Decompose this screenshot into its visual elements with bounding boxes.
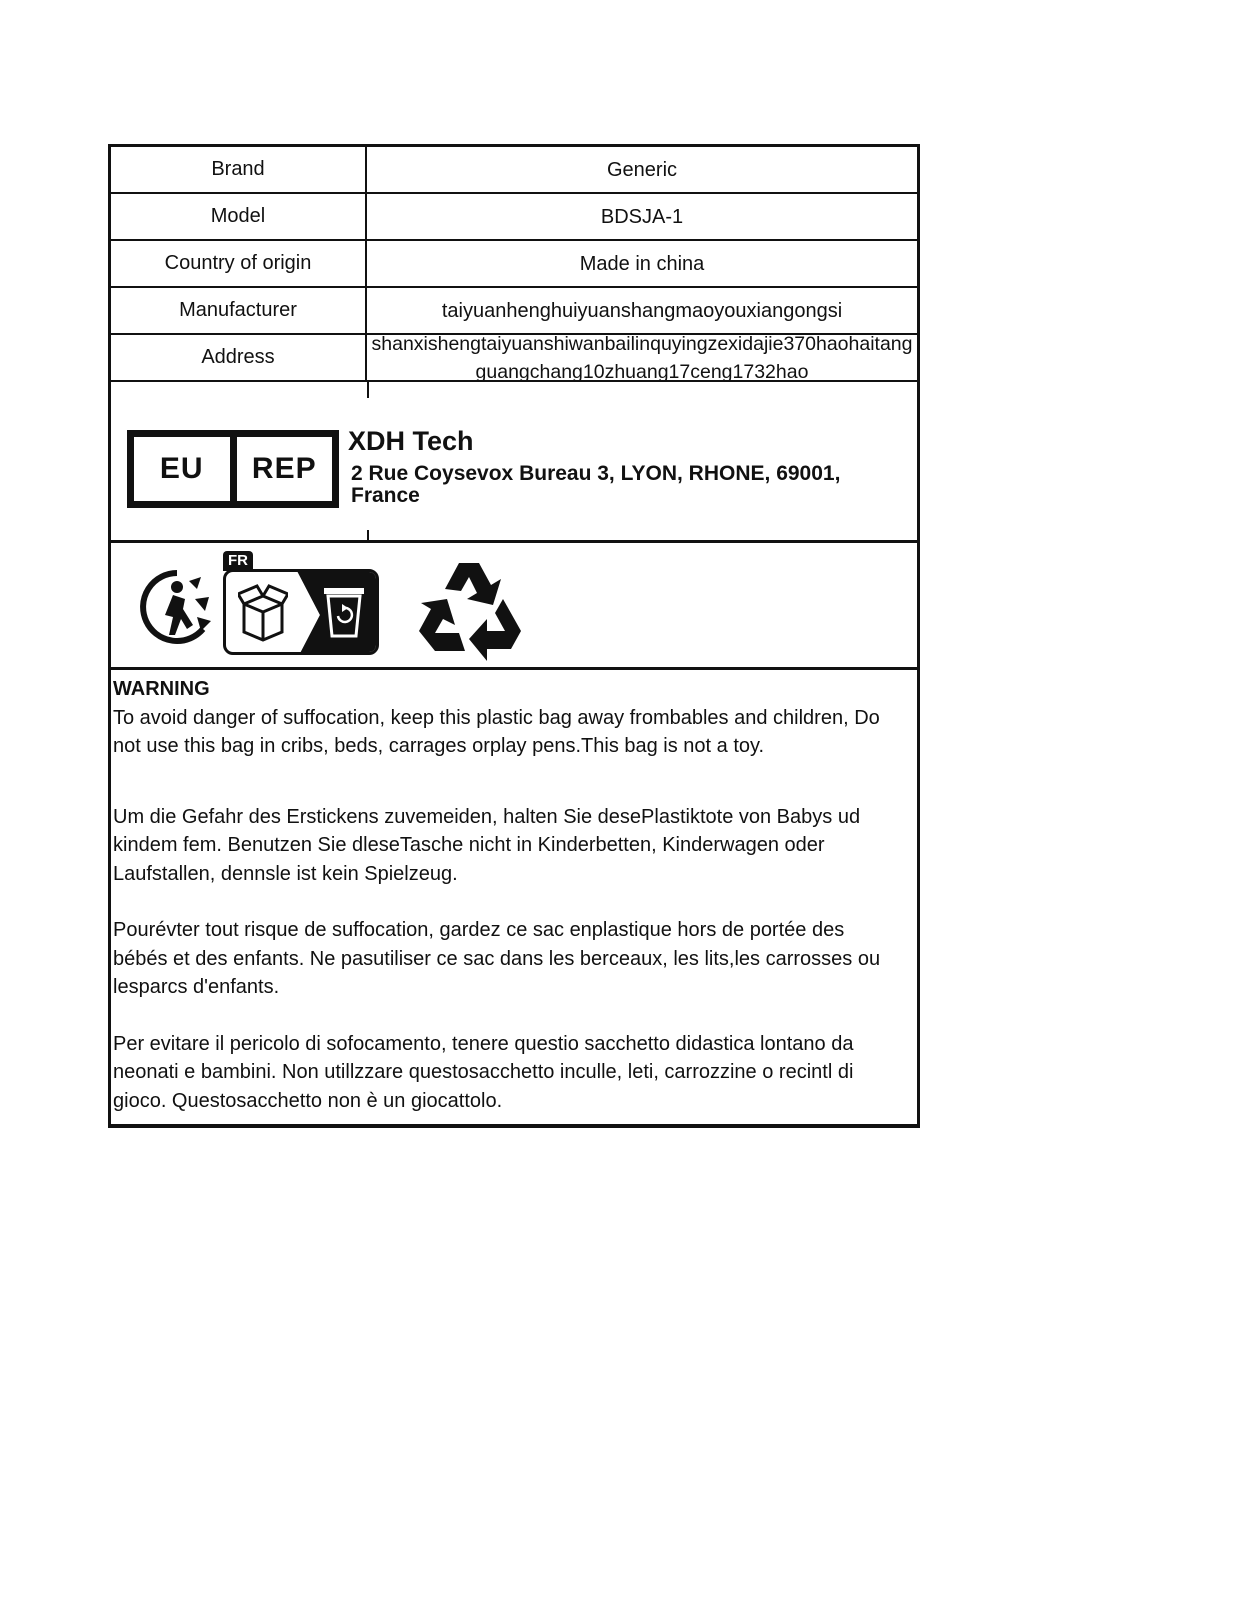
product-label: [108, 144, 920, 1128]
spec-row-address: [111, 332, 917, 383]
spec-value: shanxishengtaiyuanshiwanbailinquyingzexidajie370haohaitangguangchang10zhuang17ceng1732hao: [371, 332, 913, 383]
eu-rep-left: EU: [134, 437, 237, 501]
recycle-icon: [411, 549, 527, 663]
spec-label: Country of origin: [111, 241, 367, 286]
warning-text-de: Um die Gefahr des Erstickens zuvemeiden, halten Sie desePlastiktote von Babys ud kindem fem. Benutzen Sie dleseTasche nicht in Kinderbetten, Kinderwagen oder Laufstallen, dennsle ist kein Spielzeug.: [113, 805, 861, 885]
spec-value: Generic: [606, 158, 678, 181]
eu-rep-address: 2 Rue Coysevox Bureau 3, LYON, RHONE, 69001, France: [351, 462, 841, 507]
spec-row-manufacturer: [111, 288, 917, 335]
spec-row-model: [111, 194, 917, 241]
spec-label: Model: [111, 194, 367, 239]
divider: [367, 530, 369, 540]
eu-rep-right: REP: [251, 452, 317, 485]
warning-text-it: Per evitare il pericolo di sofocamento, tenere questio sacchetto didastica lontano da neonati e bambini. Non utillzzare questosacchetto inculle, leti, carrozzine o recintl di gioco. Questosacchetto non è un giocattolo.: [113, 1032, 854, 1112]
recycling-symbols: [111, 540, 917, 670]
triman-badge: FR: [223, 551, 253, 571]
packaging-box-icon: [238, 582, 288, 644]
spec-row-brand: [111, 147, 917, 194]
spec-value: Made in china: [579, 252, 705, 275]
warning-section: [113, 675, 903, 1115]
spec-row-country: [111, 241, 917, 288]
warning-text-fr: Pourévter tout risque de suffocation, gardez ce sac enplastique hors de portée des bébés et des enfants. Ne pasutiliser ce sac dans les berceaux, les lits,les carrosses ou lesparcs d'enfants.: [113, 919, 881, 998]
info-tri-frame: [223, 569, 379, 655]
eu-rep-name: XDH Tech: [348, 426, 474, 456]
recycle-bin-icon: [322, 584, 366, 640]
info-tri-block: [223, 551, 383, 655]
spec-label: Manufacturer: [111, 288, 367, 333]
spec-value: BDSJA-1: [600, 205, 684, 228]
triman-icon: [139, 569, 215, 645]
spec-value: taiyuanhenghuiyuanshangmaoyouxiangongsi: [441, 299, 843, 322]
eu-rep-section: [111, 396, 917, 538]
eu-rep-mark: [127, 430, 339, 508]
warning-title: WARNING: [113, 678, 210, 700]
spec-label: Address: [111, 335, 367, 380]
spec-label: Brand: [111, 147, 367, 192]
warning-text-en: To avoid danger of suffocation, keep this plastic bag away frombables and children, Do not use this bag in cribs, beds, carrages orplay pens.This bag is not a toy.: [113, 706, 880, 757]
